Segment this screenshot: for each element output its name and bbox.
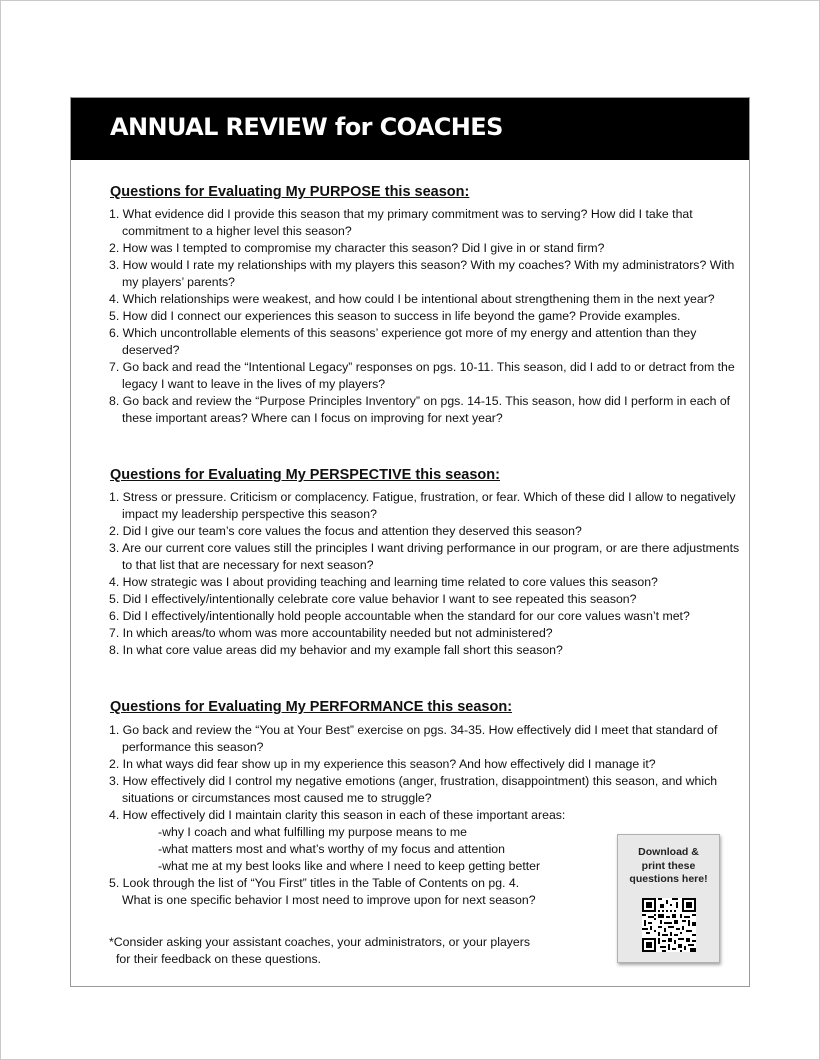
qr-callout-line: Download & xyxy=(638,846,699,858)
clarity-sub-item: -what matters most and what’s worthy of my focus and attention xyxy=(158,842,505,856)
question-item: 4. How effectively did I maintain clarity this season in each of these important areas: xyxy=(109,808,566,822)
purpose-question-list xyxy=(109,206,741,427)
question-item: 1. Go back and review the “You at Your Best” exercise on pgs. 34-35. How effectively did I meet that standard of performance this season? xyxy=(109,723,718,754)
question-item: 4. Which relationships were weakest, and how could I be intentional about strengthening them in the next year? xyxy=(109,292,715,306)
question-item: 1. Stress or pressure. Criticism or complacency. Fatigue, frustration, or fear. Which of these did I allow to negatively impact my leadership perspective this season? xyxy=(109,490,736,521)
clarity-sub-item: -what me at my best looks like and where I need to keep getting better xyxy=(158,859,541,873)
question-item: 3. Are our current core values still the principles I want driving performance in our program, or are there adjustments to that list that are necessary for next season? xyxy=(109,541,740,572)
perspective-question-list xyxy=(109,489,741,659)
question-item: 4. How strategic was I about providing teaching and learning time related to core values this season? xyxy=(109,575,658,589)
question-item: 5. How did I connect our experiences this season to success in life beyond the game? Provide examples. xyxy=(109,309,681,323)
question-item: 8. Go back and review the “Purpose Principles Inventory” on pgs. 14-15. This season, how did I perform in each of these important areas? Where can I focus on improving for next year? xyxy=(109,394,731,425)
question-item: 1. What evidence did I provide this season that my primary commitment was to serving? How did I take that commitment to a higher level this season? xyxy=(109,207,693,238)
qr-callout-text xyxy=(618,846,719,887)
question-item: 3. How would I rate my relationships with my players this season? With my coaches? With my administrators? With my players’ parents? xyxy=(109,258,735,289)
purpose-heading: Questions for Evaluating My PURPOSE this season: xyxy=(110,184,470,200)
review-card xyxy=(70,97,750,987)
question-item: 5. Did I effectively/intentionally celebrate core value behavior I want to see repeated this season? xyxy=(109,592,637,606)
question-item: 8. In what core value areas did my behavior and my example fall short this season? xyxy=(109,643,563,657)
title-banner xyxy=(71,98,749,160)
question-item: 6. Did I effectively/intentionally hold people accountable when the standard for our core values wasn’t met? xyxy=(109,609,690,623)
question-item: 2. Did I give our team’s core values the focus and attention they deserved this season? xyxy=(109,524,582,538)
page-title: ANNUAL REVIEW for COACHES xyxy=(110,113,503,141)
question-item-line: 5. Look through the list of “You First” titles in the Table of Contents on pg. 4. xyxy=(109,876,520,890)
qr-callout-line: questions here! xyxy=(629,873,708,885)
qr-callout-line: print these xyxy=(641,859,696,872)
footnote-line: for their feedback on these questions. xyxy=(116,952,322,966)
question-item: 6. Which uncontrollable elements of this seasons’ experience got more of my energy and attention than they deserved? xyxy=(109,326,697,357)
performance-heading: Questions for Evaluating My PERFORMANCE this season: xyxy=(110,699,513,715)
question-item: 2. How was I tempted to compromise my character this season? Did I give in or stand firm? xyxy=(109,241,605,255)
question-item: 3. How effectively did I control my negative emotions (anger, frustration, disappointment) this season, and which situations or circumstances most caused me to struggle? xyxy=(109,774,718,805)
clarity-sub-item: -why I coach and what fulfilling my purpose means to me xyxy=(158,825,467,839)
question-item: 2. In what ways did fear show up in my experience this season? And how effectively did I manage it? xyxy=(109,757,656,771)
question-item: 7. In which areas/to whom was more accountability needed but not administered? xyxy=(109,626,553,640)
footnote xyxy=(109,934,530,968)
question-item: 7. Go back and read the “Intentional Legacy” responses on pgs. 10-11. This season, did I add to or detract from the legacy I want to leave in the lives of my players? xyxy=(109,360,735,391)
question-item-line: What is one specific behavior I most need to improve upon for next season? xyxy=(122,893,536,907)
qr-download-callout[interactable] xyxy=(617,834,720,963)
perspective-heading: Questions for Evaluating My PERSPECTIVE this season: xyxy=(110,467,500,483)
footnote-line: *Consider asking your assistant coaches, your administrators, or your players xyxy=(109,935,531,949)
qr-code-icon[interactable] xyxy=(642,898,696,952)
